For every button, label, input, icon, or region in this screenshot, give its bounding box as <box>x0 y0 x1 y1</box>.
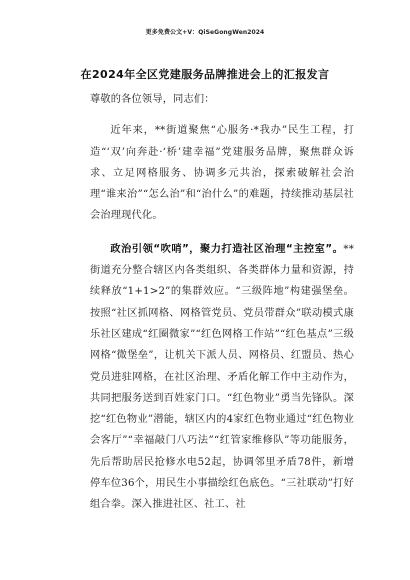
section-1-lead: 政治引领“吹哨”，聚力打造社区治理“主控室”。 <box>110 243 344 255</box>
section-1-body: **街道充分整合辖区内各类组织、各类群体力量和资源，持续释放“1+1>2”的集群效应。“三级阵地”构建强堡垒。按照“社区抓网格、网格管党员、党员带群众”联动模式康乐社区建成“红圈微家”“红色网格工作站”“红色基点”三级网格“微堡垒”，让机关下派人员、网格员、红盟员、热心党员进驻网格，在社区治理、矛盾化解工作中主动作为，共同把服务送到百姓家门口。“红色物业”勇当先锋队。深挖“红色物业”潜能，辖区内的4家红色物业通过“红色物业会客厅”“幸福敲门八巧法”“红管家维修队”等功能服务，先后帮助居民抢修水电52起，协调邻里矛盾78件，新增停车位36个，用民生小事描绘红色底色。“三社联动”打好组合拳。深入推进社区、社工、社 <box>90 243 354 511</box>
header-note: 更多免费公文+V：QiSeGongWen2024 <box>145 29 265 36</box>
document-body <box>90 89 354 516</box>
salutation: 尊敬的各位领导，同志们： <box>90 94 215 105</box>
paragraph-section-1 <box>90 239 354 516</box>
paragraph-gap <box>90 227 354 239</box>
paragraph-intro: 近年来，**街道聚焦“心服务·*我办”民生工程，打造“‘双’向奔赴·‘桥’建幸福”党建服务品牌，聚焦群众诉求、立足网格服务、协调多元共治，探索破解社会治理“谁来治”“怎么治”和“治什么”的难题，持续推动基层社会治理现代化。 <box>90 125 354 222</box>
document-title: 在2024年全区党建服务品牌推进会上的汇报发言 <box>80 68 330 81</box>
